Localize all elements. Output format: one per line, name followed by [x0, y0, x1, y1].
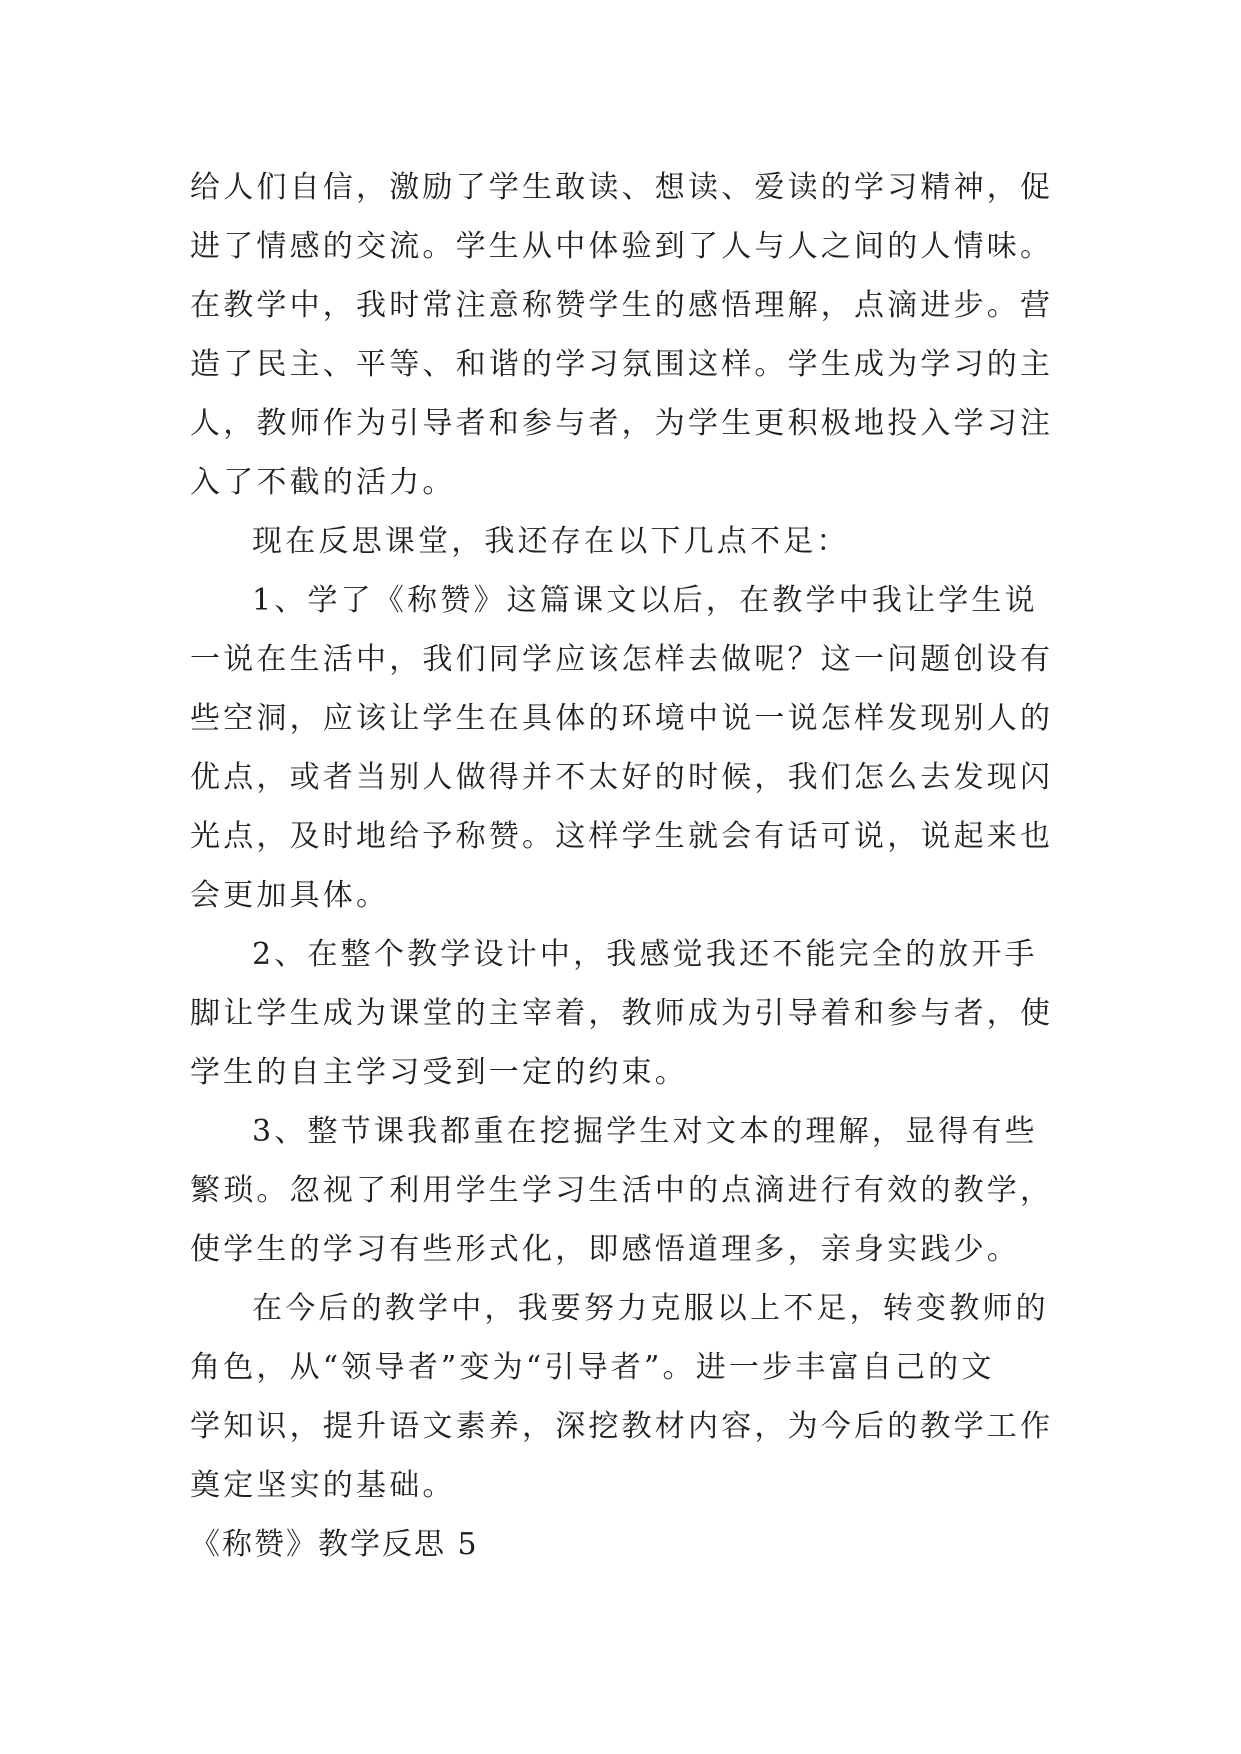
text-line: 些空洞，应该让学生在具体的环境中说一说怎样发现别人的 [190, 701, 1054, 736]
text-line: 一说在生活中，我们同学应该怎样去做呢？这一问题创设有 [190, 642, 1054, 677]
text-line: 造了民主、平等、和谐的学习氛围这样。学生成为学习的主 [190, 347, 1054, 382]
text-line: 进了情感的交流。学生从中体验到了人与人之间的人情味。 [190, 229, 1054, 264]
text-line: 给人们自信，激励了学生敢读、想读、爱读的学习精神，促 [190, 170, 1054, 205]
text-line: 繁琐。忽视了利用学生学习生活中的点滴进行有效的教学， [190, 1173, 1054, 1208]
text-line: 优点，或者当别人做得并不太好的时候，我们怎么去发现闪 [190, 760, 1054, 795]
list-item-2-start: 2、在整个教学设计中，我感觉我还不能完全的放开手 [252, 937, 1038, 972]
text-line: 学生的自主学习受到一定的约束。 [190, 1055, 688, 1090]
paragraph-start-line: 在今后的教学中，我要努力克服以上不足，转变教师的 [252, 1291, 1049, 1326]
text-line: 光点，及时地给予称赞。这样学生就会有话可说，说起来也 [190, 819, 1054, 854]
document-page [190, 158, 1070, 1574]
text-line: 使学生的学习有些形式化，即感悟道理多，亲身实践少。 [190, 1232, 1020, 1267]
list-item-1-start: 1、学了《称赞》这篇课文以后，在教学中我让学生说 [252, 583, 1038, 618]
text-line: 入了不截的活力。 [190, 465, 456, 500]
text-line: 人，教师作为引导者和参与者，为学生更积极地投入学习注 [190, 406, 1054, 441]
text-line: 在教学中，我时常注意称赞学生的感悟理解，点滴进步。营 [190, 288, 1054, 323]
section-heading: 《称赞》教学反思 5 [190, 1527, 479, 1562]
text-line: 奠定坚实的基础。 [190, 1468, 456, 1503]
paragraph-start-line: 现在反思课堂，我还存在以下几点不足： [252, 524, 850, 559]
text-line: 角色，从“领导者”变为“引导者”。进一步丰富自己的文 [190, 1350, 995, 1385]
list-item-3-start: 3、整节课我都重在挖掘学生对文本的理解，显得有些 [252, 1114, 1038, 1149]
text-line: 脚让学生成为课堂的主宰着，教师成为引导着和参与者，使 [190, 996, 1054, 1031]
text-line: 会更加具体。 [190, 878, 390, 913]
text-line: 学知识，提升语文素养，深挖教材内容，为今后的教学工作 [190, 1409, 1054, 1444]
